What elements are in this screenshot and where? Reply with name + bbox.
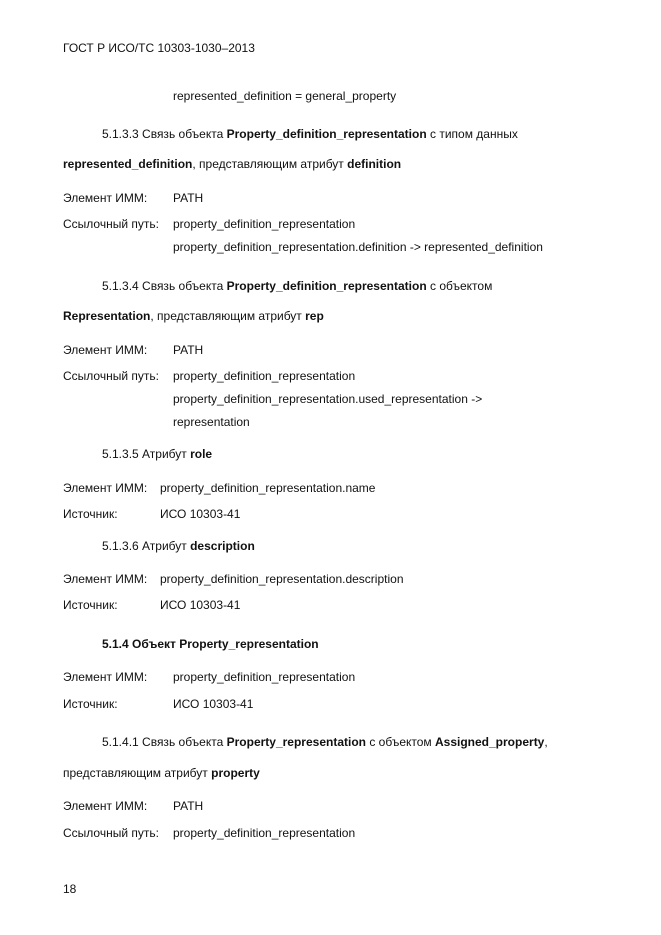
section-5134-subtitle xyxy=(63,309,324,323)
section-5136-title xyxy=(102,539,255,553)
section-5133-ref-label: Ссылочный путь: xyxy=(63,217,159,231)
section-5133-subtitle-mid: , представляющим атрибут xyxy=(192,157,348,171)
section-5134-title xyxy=(102,279,492,293)
section-5136-attribute: description xyxy=(190,539,255,553)
section-5134-ref-path-2: property_definition_representation.used_representation -> xyxy=(173,392,483,406)
section-5133-title-suffix: с типом данных xyxy=(426,127,518,141)
section-5141-aim-value: PATH xyxy=(173,799,204,813)
section-5134-ref-path-1: property_definition_representation xyxy=(173,369,356,383)
section-5133-entity: Property_definition_representation xyxy=(226,127,427,141)
section-5135-source-value: ИСО 10303-41 xyxy=(160,507,241,521)
section-5135-aim-value: property_definition_representation.name xyxy=(160,481,376,495)
section-5134-ref-path-3: representation xyxy=(173,415,250,429)
section-5141-ref-path-1: property_definition_representation xyxy=(173,826,356,840)
section-5134-target: Representation xyxy=(63,309,151,323)
section-5141-ref-label: Ссылочный путь: xyxy=(63,826,159,840)
section-5141-title-prefix: 5.1.4.1 Связь объекта xyxy=(102,735,227,749)
section-5133-type: represented_definition xyxy=(63,157,193,171)
section-514-title: 5.1.4 Объект Property_representation xyxy=(102,637,319,651)
section-5133-attribute: definition xyxy=(347,157,402,171)
section-5134-entity: Property_definition_representation xyxy=(226,279,427,293)
section-5136-title-prefix: 5.1.3.6 Атрибут xyxy=(102,539,191,553)
section-5134-subtitle-mid: , представляющим атрибут xyxy=(150,309,306,323)
section-5141-aim-label: Элемент ИММ: xyxy=(63,799,148,813)
section-5134-aim-value: PATH xyxy=(173,343,204,357)
section-5134-title-prefix: 5.1.3.4 Связь объекта xyxy=(102,279,227,293)
section-5135-attribute: role xyxy=(190,447,213,461)
section-5133-title xyxy=(102,127,518,141)
section-5133-aim-label: Элемент ИММ: xyxy=(63,191,148,205)
section-5141-entity: Property_representation xyxy=(226,735,366,749)
section-5133-title-prefix: 5.1.3.3 Связь объекта xyxy=(102,127,227,141)
section-5133-ref-path-2: property_definition_representation.definition -> represented_definition xyxy=(173,240,543,254)
section-5135-title-prefix: 5.1.3.5 Атрибут xyxy=(102,447,191,461)
section-5141-target: Assigned_property xyxy=(435,735,545,749)
section-5135-source-label: Источник: xyxy=(63,507,118,521)
section-5133-aim-value: PATH xyxy=(173,191,204,205)
section-514-aim-label: Элемент ИММ: xyxy=(63,670,148,684)
section-5134-attribute: rep xyxy=(305,309,324,323)
section-5141-title xyxy=(102,735,548,749)
section-5135-aim-label: Элемент ИММ: xyxy=(63,481,148,495)
section-514-aim-value: property_definition_representation xyxy=(173,670,356,684)
document-header: ГОСТ Р ИСО/ТС 10303-1030–2013 xyxy=(63,41,255,55)
section-5133-subtitle xyxy=(63,157,401,171)
section-5141-subtitle-prefix: представляющим атрибут xyxy=(63,766,212,780)
section-5134-ref-label: Ссылочный путь: xyxy=(63,369,159,383)
section-5136-source-value: ИСО 10303-41 xyxy=(160,598,241,612)
section-5136-aim-value: property_definition_representation.description xyxy=(160,572,404,586)
section-5134-title-suffix: с объектом xyxy=(426,279,493,293)
section-5141-title-mid: с объектом xyxy=(366,735,435,749)
page-number: 18 xyxy=(63,882,77,896)
section-514-source-label: Источник: xyxy=(63,697,118,711)
section-5136-aim-label: Элемент ИММ: xyxy=(63,572,148,586)
section-5141-title-suffix: , xyxy=(544,735,548,749)
section-5135-title xyxy=(102,447,212,461)
section-5136-source-label: Источник: xyxy=(63,598,118,612)
section-5134-aim-label: Элемент ИММ: xyxy=(63,343,148,357)
section-5141-attribute: property xyxy=(211,766,260,780)
section-514-source-value: ИСО 10303-41 xyxy=(173,697,254,711)
section-5141-subtitle xyxy=(63,766,260,780)
section-5133-ref-path-1: property_definition_representation xyxy=(173,217,356,231)
mapping-expression: represented_definition = general_property xyxy=(173,89,397,103)
